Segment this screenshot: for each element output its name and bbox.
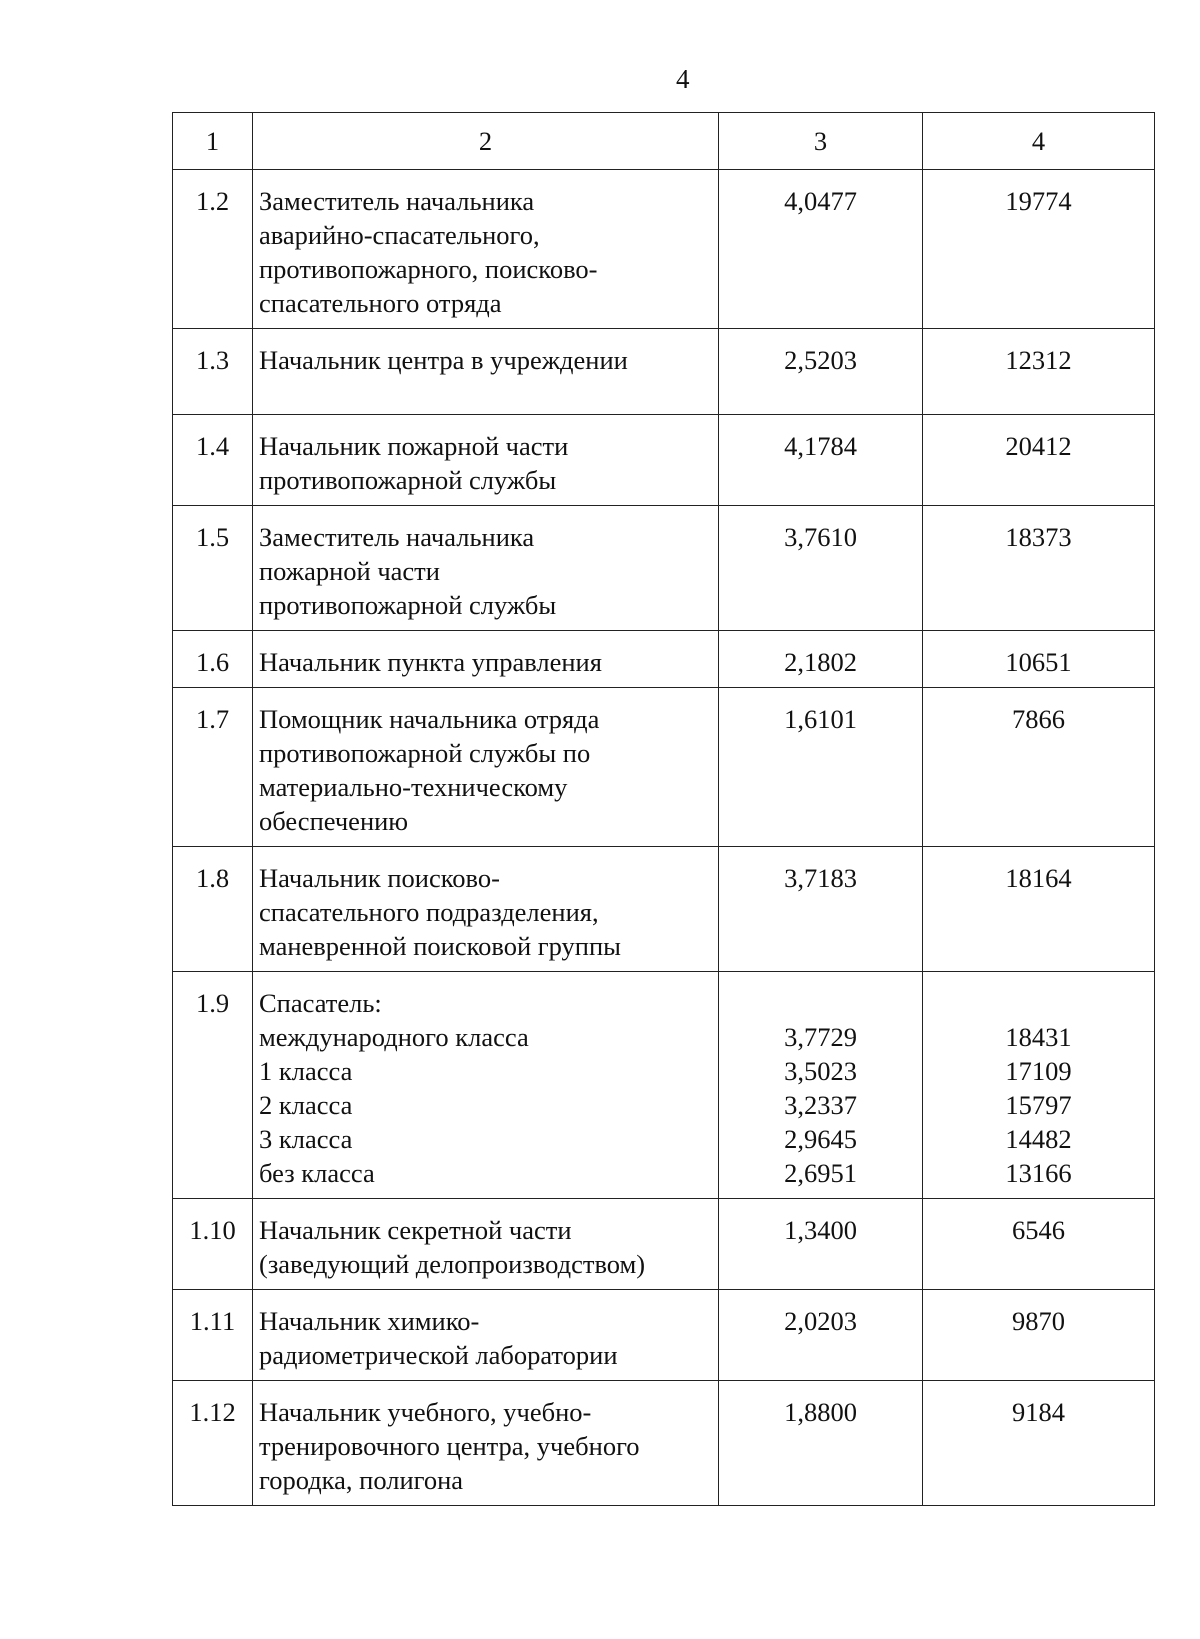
coefficient-cell: 3,7610 bbox=[719, 506, 923, 631]
class-label: без класса bbox=[259, 1158, 375, 1188]
position-name-line: Помощник начальника отряда bbox=[259, 704, 600, 734]
position-name-line: противопожарной службы bbox=[259, 465, 557, 495]
position-name-line: Начальник пункта управления bbox=[259, 647, 602, 677]
coefficient-cell: 3,7183 bbox=[719, 847, 923, 972]
amount-cell: 9870 bbox=[923, 1290, 1155, 1381]
position-name-line: Заместитель начальника bbox=[259, 186, 535, 216]
amount-cell: 18164 bbox=[923, 847, 1155, 972]
position-name-line: материально-техническому bbox=[259, 772, 568, 802]
table-row bbox=[173, 1290, 1155, 1381]
coefficient-cell bbox=[719, 972, 923, 1199]
position-name-line: Начальник секретной части bbox=[259, 1215, 572, 1245]
position-name-line: противопожарной службы bbox=[259, 590, 557, 620]
position-name bbox=[253, 170, 719, 329]
class-amount: 15797 bbox=[1005, 1090, 1072, 1120]
table-row bbox=[173, 631, 1155, 688]
header-col-1: 1 bbox=[173, 113, 253, 170]
class-label: 3 класса bbox=[259, 1124, 353, 1154]
class-amount: 13166 bbox=[1005, 1158, 1072, 1188]
position-name bbox=[253, 1290, 719, 1381]
position-name-line: противопожарного, поисково- bbox=[259, 254, 598, 284]
position-name bbox=[253, 415, 719, 506]
position-name-line: пожарной части bbox=[259, 556, 440, 586]
table-row bbox=[173, 847, 1155, 972]
position-name-line: Начальник поисково- bbox=[259, 863, 500, 893]
coefficient-cell: 4,0477 bbox=[719, 170, 923, 329]
row-number: 1.12 bbox=[173, 1381, 253, 1506]
table-row bbox=[173, 1381, 1155, 1506]
class-amount: 14482 bbox=[1005, 1124, 1072, 1154]
row-number: 1.3 bbox=[173, 329, 253, 415]
header-col-2: 2 bbox=[253, 113, 719, 170]
class-coefficient: 2,6951 bbox=[784, 1158, 857, 1188]
row-number: 1.11 bbox=[173, 1290, 253, 1381]
row-number: 1.5 bbox=[173, 506, 253, 631]
row-number: 1.4 bbox=[173, 415, 253, 506]
header-row bbox=[173, 113, 1155, 170]
class-coefficient: 3,5023 bbox=[784, 1056, 857, 1086]
row-number: 1.10 bbox=[173, 1199, 253, 1290]
position-name bbox=[253, 329, 719, 415]
amount-cell bbox=[923, 972, 1155, 1199]
position-name-line: Начальник пожарной части bbox=[259, 431, 569, 461]
amount-cell: 6546 bbox=[923, 1199, 1155, 1290]
salary-table bbox=[172, 112, 1155, 1506]
row-number: 1.2 bbox=[173, 170, 253, 329]
position-name-line: спасательного подразделения, bbox=[259, 897, 599, 927]
row-number: 1.6 bbox=[173, 631, 253, 688]
table-row bbox=[173, 506, 1155, 631]
position-name bbox=[253, 688, 719, 847]
class-label: 1 класса bbox=[259, 1056, 353, 1086]
table-header bbox=[173, 113, 1155, 170]
row-number: 1.9 bbox=[173, 972, 253, 1199]
position-name-line: Начальник химико- bbox=[259, 1306, 480, 1336]
position-name-line: (заведующий делопроизводством) bbox=[259, 1249, 646, 1279]
coefficient-cell: 2,1802 bbox=[719, 631, 923, 688]
class-amount: 18431 bbox=[1005, 1022, 1072, 1052]
coefficient-cell: 2,5203 bbox=[719, 329, 923, 415]
position-name bbox=[253, 506, 719, 631]
amount-cell: 20412 bbox=[923, 415, 1155, 506]
table-row bbox=[173, 329, 1155, 415]
table-body bbox=[173, 170, 1155, 1506]
amount-cell: 7866 bbox=[923, 688, 1155, 847]
position-name-line: радиометрической лаборатории bbox=[259, 1340, 618, 1370]
position-name-line: тренировочного центра, учебного bbox=[259, 1431, 640, 1461]
position-name-line: городка, полигона bbox=[259, 1465, 464, 1495]
coefficient-cell: 2,0203 bbox=[719, 1290, 923, 1381]
coefficient-cell: 1,8800 bbox=[719, 1381, 923, 1506]
position-name-line: Заместитель начальника bbox=[259, 522, 535, 552]
coefficient-cell: 1,3400 bbox=[719, 1199, 923, 1290]
amount-cell: 9184 bbox=[923, 1381, 1155, 1506]
position-name-line: аварийно-спасательного, bbox=[259, 220, 540, 250]
position-name-line: обеспечению bbox=[259, 806, 409, 836]
amount-cell: 10651 bbox=[923, 631, 1155, 688]
page-number: 4 bbox=[676, 64, 690, 94]
class-coefficient: 3,2337 bbox=[784, 1090, 857, 1120]
table-row bbox=[173, 688, 1155, 847]
table-row bbox=[173, 170, 1155, 329]
class-coefficient: 2,9645 bbox=[784, 1124, 857, 1154]
position-name-line: Начальник учебного, учебно- bbox=[259, 1397, 592, 1427]
position-name-line: спасательного отряда bbox=[259, 288, 502, 318]
class-amount: 17109 bbox=[1005, 1056, 1072, 1086]
amount-cell: 18373 bbox=[923, 506, 1155, 631]
position-name bbox=[253, 1199, 719, 1290]
amount-cell: 12312 bbox=[923, 329, 1155, 415]
position-name bbox=[253, 847, 719, 972]
header-col-4: 4 bbox=[923, 113, 1155, 170]
table-row bbox=[173, 1199, 1155, 1290]
position-name-line: противопожарной службы по bbox=[259, 738, 591, 768]
row-number: 1.7 bbox=[173, 688, 253, 847]
position-name bbox=[253, 972, 719, 1199]
position-name-line: Начальник центра в учреждении bbox=[259, 345, 628, 375]
position-title: Спасатель: bbox=[259, 988, 382, 1018]
position-name bbox=[253, 1381, 719, 1506]
row-number: 1.8 bbox=[173, 847, 253, 972]
position-name-line: маневренной поисковой группы bbox=[259, 931, 621, 961]
table-row bbox=[173, 972, 1155, 1199]
class-label: международного класса bbox=[259, 1022, 529, 1052]
class-label: 2 класса bbox=[259, 1090, 353, 1120]
position-name bbox=[253, 631, 719, 688]
header-col-3: 3 bbox=[719, 113, 923, 170]
amount-cell: 19774 bbox=[923, 170, 1155, 329]
coefficient-cell: 1,6101 bbox=[719, 688, 923, 847]
coefficient-cell: 4,1784 bbox=[719, 415, 923, 506]
table-row bbox=[173, 415, 1155, 506]
class-coefficient: 3,7729 bbox=[784, 1022, 857, 1052]
